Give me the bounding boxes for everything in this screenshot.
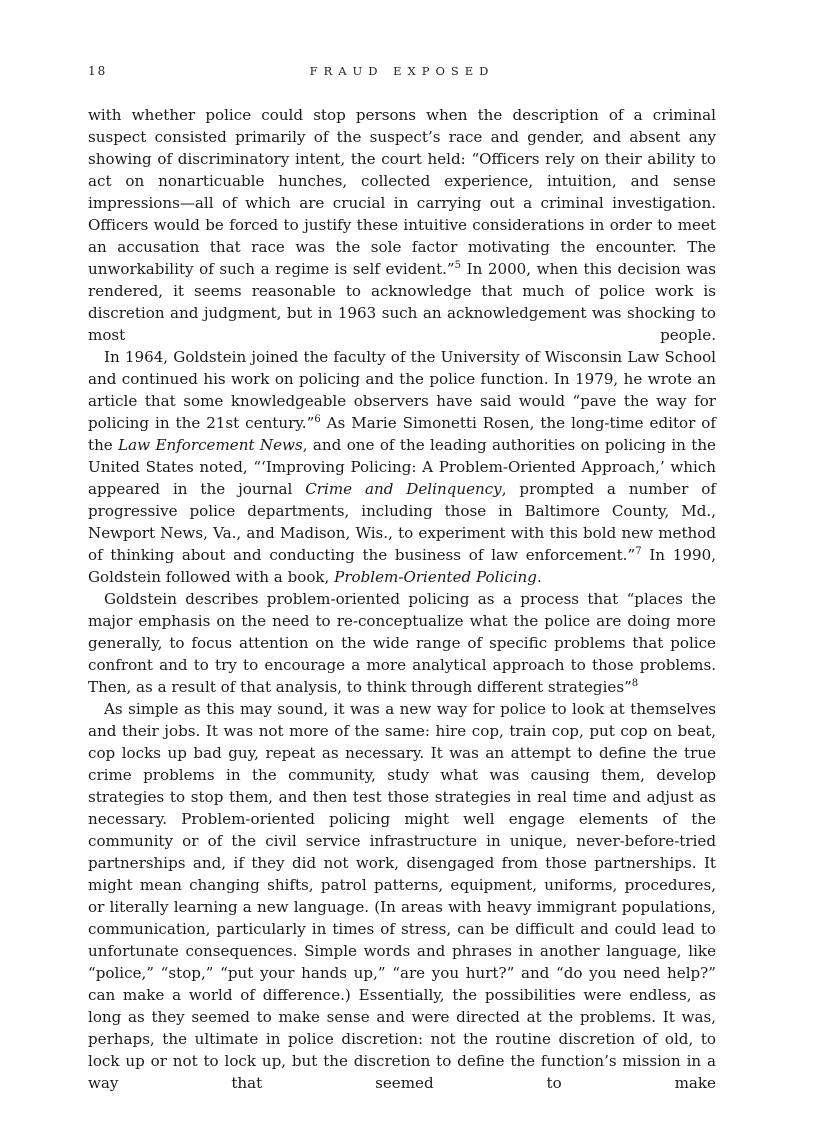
text-run: In 2000, when this decision was rendered, it seems reasonable to acknowledge that much of police work is discretion and judgment, but in 1963 such an acknowledgement was shocking to most people. (88, 260, 716, 344)
text-run: In 1990, Goldstein followed with a book, (88, 546, 716, 586)
paragraph-4 (88, 698, 716, 1094)
running-head: FRAUD EXPOSED (309, 64, 495, 78)
text-run: As simple as this may sound, it was a new way for police to look at themselves and their jobs. It was not more of the same: hire cop, train cop, put cop on beat, cop locks up bad guy, repeat as necessary. It was an attempt to define the true crime problems in the community, study what was causing them, develop strategies to stop them, and then test those strategies in real time and adjust as necessary. Problem-oriented policing might well engage elements of the community or of the civil service infrastructure in unique, never-before-tried partnerships and, if they did not work, disengaged from those partnerships. It might mean changing shifts, patrol patterns, equipment, uniforms, procedures, or literally learning a new language. (In areas with heavy immigrant populations, communication, particularly in times of stress, can be difficult and could lead to unfortunate consequences. Simple words and phrases in another language, like “police,” “stop,” “put your hands up,” “are you hurt?” and “do you need help?” can make a world of difference.) Essentially, the possibilities were endless, as long as they seemed to make sense and were directed at the problems. It was, perhaps, the ultimate in police discretion: not the routine discretion of old, to lock up or not to lock up, but the discretion to define the function’s mission in a way that seemed to make (88, 700, 716, 1092)
text-run: . (536, 568, 542, 586)
paragraph-2 (88, 346, 716, 588)
footnote-marker: 6 (314, 414, 321, 425)
italic-title: Crime and Delinquency (305, 480, 502, 498)
paragraph-3 (88, 588, 716, 698)
footnote-marker: 5 (454, 260, 462, 271)
page-number: 18 (88, 64, 108, 78)
text-run: , prompted a number of progressive police departments, including those in Baltimore County, Md., Newport News, Va., and Madison, Wis., to experiment with this bold new method of thinking about and conducting the business of law enforcement.” (88, 480, 716, 564)
footnote-marker: 8 (631, 678, 639, 689)
italic-title: Law Enforcement News (118, 436, 303, 454)
text-run: Goldstein describes problem-oriented policing as a process that “places the major emphasis on the need to re-conceptualize what the police are doing more generally, to focus attention on the wide range of specific problems that police confront and to try to encourage a more analytical approach to those problems. Then, as a result of that analysis, to think through different strategies” (88, 590, 716, 696)
text-run: , and one of the leading authorities on policing in the United States noted, “‘Improving Policing: A Problem-Oriented Approach,’ which appeared in the journal (88, 436, 716, 498)
page-header (88, 64, 716, 82)
footnote-marker: 7 (635, 546, 642, 557)
italic-title: Problem-Oriented Policing (334, 568, 537, 586)
paragraph-1 (88, 104, 716, 346)
text-run: with whether police could stop persons when the description of a criminal suspect consisted primarily of the suspect’s race and gender, and absent any showing of discriminatory intent, the court held: “Officers rely on their ability to act on nonarticuable hunches, collected experience, intuition, and sense impressions—all of which are crucial in carrying out a criminal investigation. Officers would be forced to justify these intuitive considerations in order to meet an accusation that race was the sole factor motivating the encounter. The unworkability of such a regime is self evident.” (88, 106, 716, 278)
text-run: As Marie Simonetti Rosen, the long-time editor of the (88, 414, 716, 454)
text-run: In 1964, Goldstein joined the faculty of the University of Wisconsin Law School and continued his work on policing and the police function. In 1979, he wrote an article that some knowledgeable observers have said would “pave the way for policing in the 21st century.” (88, 348, 716, 432)
body-text (88, 104, 716, 1094)
